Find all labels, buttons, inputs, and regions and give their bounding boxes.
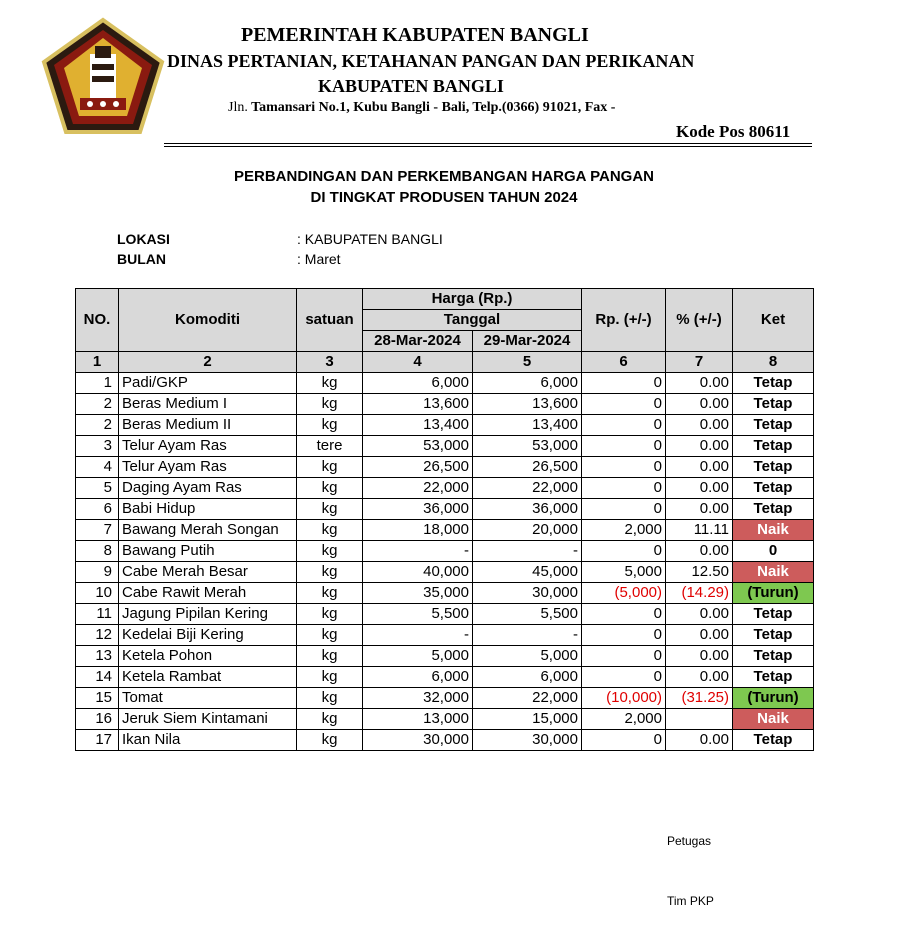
row-rp-change-cell: 2,000 (582, 709, 666, 730)
row-ket-cell: (Turun) (733, 583, 814, 604)
row-unit-cell: kg (297, 709, 363, 730)
row-commodity-cell: Beras Medium I (119, 394, 297, 415)
row-commodity-cell: Ketela Pohon (119, 646, 297, 667)
table-row (76, 520, 814, 541)
row-price-date2-cell: 15,000 (473, 709, 582, 730)
row-commodity-cell: Bawang Merah Songan (119, 520, 297, 541)
row-unit-cell: kg (297, 688, 363, 709)
row-commodity-cell: Ketela Rambat (119, 667, 297, 688)
row-commodity-cell: Babi Hidup (119, 499, 297, 520)
row-price-date2-cell: 30,000 (473, 583, 582, 604)
header-address (228, 100, 615, 116)
row-pct-change-cell: 0.00 (666, 667, 733, 688)
row-no-cell: 7 (76, 520, 119, 541)
row-price-date2-cell: - (473, 541, 582, 562)
row-unit-cell: kg (297, 541, 363, 562)
row-ket-cell: Tetap (733, 499, 814, 520)
row-price-date1-cell: 40,000 (363, 562, 473, 583)
row-rp-change-cell: 0 (582, 373, 666, 394)
row-ket-cell: Tetap (733, 394, 814, 415)
row-pct-change-cell (666, 709, 733, 730)
row-rp-change-cell: 0 (582, 646, 666, 667)
document-title-line2: DI TINGKAT PRODUSEN TAHUN 2024 (310, 189, 578, 206)
header-ket: Ket (733, 289, 814, 352)
month-value: : Maret (297, 251, 341, 267)
row-price-date1-cell: 35,000 (363, 583, 473, 604)
row-rp-change-cell: 0 (582, 457, 666, 478)
row-pct-change-cell: 0.00 (666, 478, 733, 499)
row-price-date2-cell: 13,600 (473, 394, 582, 415)
row-price-date1-cell: 13,000 (363, 709, 473, 730)
price-table (75, 288, 814, 751)
row-no-cell: 4 (76, 457, 119, 478)
row-price-date1-cell: 18,000 (363, 520, 473, 541)
row-unit-cell: kg (297, 394, 363, 415)
row-pct-change-cell: 0.00 (666, 373, 733, 394)
row-no-cell: 16 (76, 709, 119, 730)
row-ket-cell: Tetap (733, 646, 814, 667)
row-price-date2-cell: 53,000 (473, 436, 582, 457)
column-index-cell: 4 (363, 352, 473, 373)
row-commodity-cell: Telur Ayam Ras (119, 436, 297, 457)
column-index-cell: 3 (297, 352, 363, 373)
table-row (76, 583, 814, 604)
row-pct-change-cell: 0.00 (666, 646, 733, 667)
header-regency: KABUPATEN BANGLI (318, 76, 504, 96)
row-unit-cell: kg (297, 478, 363, 499)
row-ket-cell: Tetap (733, 625, 814, 646)
header-rule (164, 143, 812, 144)
row-pct-change-cell: 0.00 (666, 499, 733, 520)
row-no-cell: 10 (76, 583, 119, 604)
row-pct-change-cell: 0.00 (666, 541, 733, 562)
row-price-date2-cell: 5,000 (473, 646, 582, 667)
row-commodity-cell: Daging Ayam Ras (119, 478, 297, 499)
row-ket-cell: Tetap (733, 478, 814, 499)
row-no-cell: 5 (76, 478, 119, 499)
row-no-cell: 12 (76, 625, 119, 646)
row-pct-change-cell: 0.00 (666, 457, 733, 478)
header-date2: 29-Mar-2024 (473, 331, 582, 352)
row-price-date1-cell: - (363, 625, 473, 646)
row-price-date1-cell: 6,000 (363, 667, 473, 688)
row-price-date1-cell: 32,000 (363, 688, 473, 709)
row-commodity-cell: Jagung Pipilan Kering (119, 604, 297, 625)
row-no-cell: 6 (76, 499, 119, 520)
row-price-date1-cell: 13,400 (363, 415, 473, 436)
column-index-cell: 7 (666, 352, 733, 373)
row-no-cell: 2 (76, 394, 119, 415)
row-price-date2-cell: 36,000 (473, 499, 582, 520)
row-ket-cell: Tetap (733, 730, 814, 751)
table-row (76, 646, 814, 667)
row-pct-change-cell: 0.00 (666, 604, 733, 625)
row-commodity-cell: Telur Ayam Ras (119, 457, 297, 478)
row-no-cell: 11 (76, 604, 119, 625)
row-ket-cell: Naik (733, 520, 814, 541)
row-commodity-cell: Bawang Putih (119, 541, 297, 562)
month-label: BULAN (117, 251, 166, 267)
table-row (76, 541, 814, 562)
row-commodity-cell: Padi/GKP (119, 373, 297, 394)
row-commodity-cell: Tomat (119, 688, 297, 709)
row-no-cell: 2 (76, 415, 119, 436)
row-rp-change-cell: (10,000) (582, 688, 666, 709)
table-row (76, 730, 814, 751)
row-pct-change-cell: 0.00 (666, 625, 733, 646)
row-unit-cell: kg (297, 373, 363, 394)
table-row (76, 394, 814, 415)
row-commodity-cell: Beras Medium II (119, 415, 297, 436)
row-price-date1-cell: 22,000 (363, 478, 473, 499)
column-index-cell: 1 (76, 352, 119, 373)
row-unit-cell: kg (297, 625, 363, 646)
footer-officer: Petugas (667, 834, 712, 848)
document-title-line1: PERBANDINGAN DAN PERKEMBANGAN HARGA PANGAN (233, 168, 654, 185)
row-rp-change-cell: 0 (582, 541, 666, 562)
row-ket-cell: 0 (733, 541, 814, 562)
header-no: NO. (76, 289, 119, 352)
row-ket-cell: Tetap (733, 457, 814, 478)
header-commodity: Komoditi (119, 289, 297, 352)
address-text: Tamansari No.1, Kubu Bangli - Bali, Telp.(0366) 91021, Fax - (251, 100, 616, 115)
row-unit-cell: kg (297, 667, 363, 688)
header-postal-code: Kode Pos 80611 (676, 122, 791, 141)
row-price-date2-cell: 6,000 (473, 373, 582, 394)
row-rp-change-cell: 0 (582, 604, 666, 625)
row-ket-cell: Tetap (733, 604, 814, 625)
row-unit-cell: tere (297, 436, 363, 457)
row-rp-change-cell: 0 (582, 436, 666, 457)
row-commodity-cell: Cabe Rawit Merah (119, 583, 297, 604)
table-row (76, 478, 814, 499)
row-rp-change-cell: 0 (582, 625, 666, 646)
address-street-prefix: Jln. (228, 100, 248, 115)
row-rp-change-cell: 0 (582, 415, 666, 436)
row-no-cell: 8 (76, 541, 119, 562)
table-row (76, 562, 814, 583)
row-price-date1-cell: 36,000 (363, 499, 473, 520)
row-price-date2-cell: 26,500 (473, 457, 582, 478)
row-price-date2-cell: 13,400 (473, 415, 582, 436)
row-price-date1-cell: 13,600 (363, 394, 473, 415)
header-date: Tanggal (363, 310, 582, 331)
location-label: LOKASI (117, 231, 170, 247)
table-row (76, 709, 814, 730)
regency-emblem-logo (40, 16, 166, 136)
row-pct-change-cell: 12.50 (666, 562, 733, 583)
row-commodity-cell: Jeruk Siem Kintamani (119, 709, 297, 730)
table-row (76, 688, 814, 709)
table-row (76, 373, 814, 394)
row-no-cell: 15 (76, 688, 119, 709)
row-no-cell: 3 (76, 436, 119, 457)
row-unit-cell: kg (297, 583, 363, 604)
row-unit-cell: kg (297, 520, 363, 541)
column-index-cell: 2 (119, 352, 297, 373)
row-rp-change-cell: 0 (582, 499, 666, 520)
location-value: : KABUPATEN BANGLI (297, 231, 443, 247)
row-no-cell: 13 (76, 646, 119, 667)
row-price-date2-cell: - (473, 625, 582, 646)
footer-team: Tim PKP (667, 894, 714, 908)
column-index-cell: 5 (473, 352, 582, 373)
row-price-date2-cell: 6,000 (473, 667, 582, 688)
row-price-date2-cell: 45,000 (473, 562, 582, 583)
row-pct-change-cell: 0.00 (666, 415, 733, 436)
row-unit-cell: kg (297, 457, 363, 478)
row-price-date2-cell: 22,000 (473, 688, 582, 709)
row-pct-change-cell: 0.00 (666, 730, 733, 751)
row-no-cell: 1 (76, 373, 119, 394)
row-price-date2-cell: 30,000 (473, 730, 582, 751)
row-price-date1-cell: - (363, 541, 473, 562)
table-row (76, 499, 814, 520)
row-unit-cell: kg (297, 415, 363, 436)
row-unit-cell: kg (297, 604, 363, 625)
table-row (76, 415, 814, 436)
column-index-row (76, 352, 814, 373)
row-ket-cell: Tetap (733, 373, 814, 394)
row-ket-cell: Tetap (733, 667, 814, 688)
table-row (76, 457, 814, 478)
row-rp-change-cell: (5,000) (582, 583, 666, 604)
header-unit: satuan (297, 289, 363, 352)
row-rp-change-cell: 0 (582, 730, 666, 751)
row-pct-change-cell: (31.25) (666, 688, 733, 709)
table-row (76, 604, 814, 625)
row-commodity-cell: Kedelai Biji Kering (119, 625, 297, 646)
row-price-date1-cell: 53,000 (363, 436, 473, 457)
row-no-cell: 14 (76, 667, 119, 688)
row-no-cell: 17 (76, 730, 119, 751)
row-rp-change-cell: 0 (582, 394, 666, 415)
row-rp-change-cell: 2,000 (582, 520, 666, 541)
column-index-cell: 6 (582, 352, 666, 373)
row-ket-cell: Tetap (733, 415, 814, 436)
table-row (76, 625, 814, 646)
row-unit-cell: kg (297, 499, 363, 520)
row-ket-cell: Naik (733, 709, 814, 730)
row-price-date1-cell: 5,000 (363, 646, 473, 667)
header-agency: DINAS PERTANIAN, KETAHANAN PANGAN DAN PERIKANAN (167, 51, 695, 71)
row-ket-cell: (Turun) (733, 688, 814, 709)
row-unit-cell: kg (297, 562, 363, 583)
row-unit-cell: kg (297, 646, 363, 667)
row-rp-change-cell: 5,000 (582, 562, 666, 583)
header-pct-change: % (+/-) (666, 289, 733, 352)
row-pct-change-cell: 0.00 (666, 436, 733, 457)
table-row (76, 667, 814, 688)
row-price-date2-cell: 22,000 (473, 478, 582, 499)
row-no-cell: 9 (76, 562, 119, 583)
column-index-cell: 8 (733, 352, 814, 373)
row-pct-change-cell: 0.00 (666, 394, 733, 415)
row-rp-change-cell: 0 (582, 478, 666, 499)
header-price: Harga (Rp.) (363, 289, 582, 310)
header-rule (164, 146, 812, 147)
header-date1: 28-Mar-2024 (363, 331, 473, 352)
header-government: PEMERINTAH KABUPATEN BANGLI (241, 24, 589, 46)
row-price-date2-cell: 5,500 (473, 604, 582, 625)
row-pct-change-cell: (14.29) (666, 583, 733, 604)
row-ket-cell: Naik (733, 562, 814, 583)
row-commodity-cell: Ikan Nila (119, 730, 297, 751)
row-commodity-cell: Cabe Merah Besar (119, 562, 297, 583)
row-ket-cell: Tetap (733, 436, 814, 457)
row-rp-change-cell: 0 (582, 667, 666, 688)
header-rp-change: Rp. (+/-) (582, 289, 666, 352)
row-price-date1-cell: 6,000 (363, 373, 473, 394)
row-unit-cell: kg (297, 730, 363, 751)
row-pct-change-cell: 11.11 (666, 520, 733, 541)
table-row (76, 436, 814, 457)
row-price-date1-cell: 30,000 (363, 730, 473, 751)
row-price-date2-cell: 20,000 (473, 520, 582, 541)
row-price-date1-cell: 26,500 (363, 457, 473, 478)
row-price-date1-cell: 5,500 (363, 604, 473, 625)
